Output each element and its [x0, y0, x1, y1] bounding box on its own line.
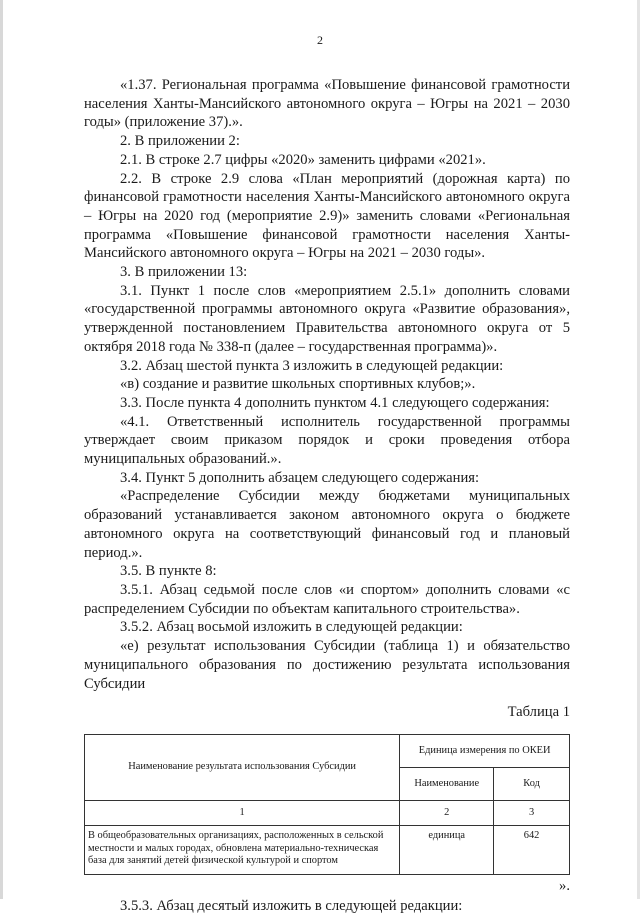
paragraph: 3.2. Абзац шестой пункта 3 изложить в следующей редакции: [120, 357, 504, 374]
last-paragraph: 3.5.3. Абзац десятый изложить в следующей редакции: [120, 897, 463, 914]
paragraph: 3.5.1. Абзац седьмой после слов «и спортом» дополнить словами «с распределением Субсидии по объектам капитального строительства». [84, 581, 570, 617]
paragraph: 3.1. Пункт 1 после слов «мероприятием 2.5.1» дополнить словами «государственной программы автономного округа «Развитие образования», утвержденной постановлением Правительства автономного округа от 5 октября 2018 года № 338-п (далее – государственная программа)». [84, 282, 570, 355]
document-body [84, 76, 570, 916]
col-number-cell: 2 [400, 800, 494, 825]
paragraph-list [84, 76, 570, 693]
result-cell: В общеобразовательных организациях, расположенных в сельской местности и малых городах, обновлена материально-техническая база для занятий детей физической культурой и спортом [85, 825, 400, 874]
paragraph: 3. В приложении 13: [120, 264, 248, 281]
header-result-cell: Наименование результата использования Субсидии [85, 734, 400, 800]
closing-quote: ». [559, 877, 570, 894]
paragraph: «4.1. Ответственный исполнитель государственной программы утверждает своим приказом порядок и сроки проведения отбора муниципальных образований.». [84, 413, 570, 468]
code-cell: 642 [494, 825, 570, 874]
table-number-row [85, 800, 570, 825]
table-header-row [85, 734, 570, 767]
paragraph: 2.2. В строке 2.9 слова «План мероприятий (дорожная карта) по финансовой грамотности населения Ханты-Мансийского автономного округа – Югры на 2020 год (мероприятие 2.9)» заменить словами «Региональная программа «Повышение финансовой грамотности населения Ханты-Мансийского автономного округа – Югры на 2021 – 2030 годы». [84, 170, 570, 262]
unit-cell: единица [400, 825, 494, 874]
table-row [85, 825, 570, 874]
scan-edge-left [0, 0, 3, 899]
paragraph: 3.3. После пункта 4 дополнить пунктом 4.1 следующего содержания: [120, 394, 550, 411]
paragraph: «1.37. Региональная программа «Повышение финансовой грамотности населения Ханты-Мансийского автономного округа – Югры на 2021 – 2030 годы» (приложение 37).». [84, 77, 570, 131]
paragraph: 3.5.2. Абзац восьмой изложить в следующей редакции: [120, 619, 463, 636]
table-caption: Таблица 1 [507, 704, 570, 721]
paragraph: 2.1. В строке 2.7 цифры «2020» заменить цифрами «2021». [120, 151, 486, 168]
col-number-cell: 3 [494, 800, 570, 825]
col-number-cell: 1 [85, 800, 400, 825]
paragraph: «в) создание и развитие школьных спортивных клубов;». [120, 376, 476, 393]
paragraph: «Распределение Субсидии между бюджетами муниципальных образований устанавливается законом автономного округа о бюджете автономного округа на соответствующий финансовый год и плановый период.». [84, 488, 570, 561]
header-code-cell: Код [494, 767, 570, 800]
paragraph: 3.4. Пункт 5 дополнить абзацем следующего содержания: [120, 469, 480, 486]
paragraph: 2. В приложении 2: [120, 133, 240, 150]
paragraph: 3.5. В пункте 8: [120, 563, 217, 580]
results-table [84, 734, 570, 875]
header-name-cell: Наименование [400, 767, 494, 800]
page-number: 2 [317, 33, 323, 47]
paragraph: «е) результат использования Субсидии (таблица 1) и обязательство муниципального образования по достижению результата использования Субсидии [84, 638, 570, 692]
header-unit-cell: Единица измерения по ОКЕИ [400, 734, 570, 767]
